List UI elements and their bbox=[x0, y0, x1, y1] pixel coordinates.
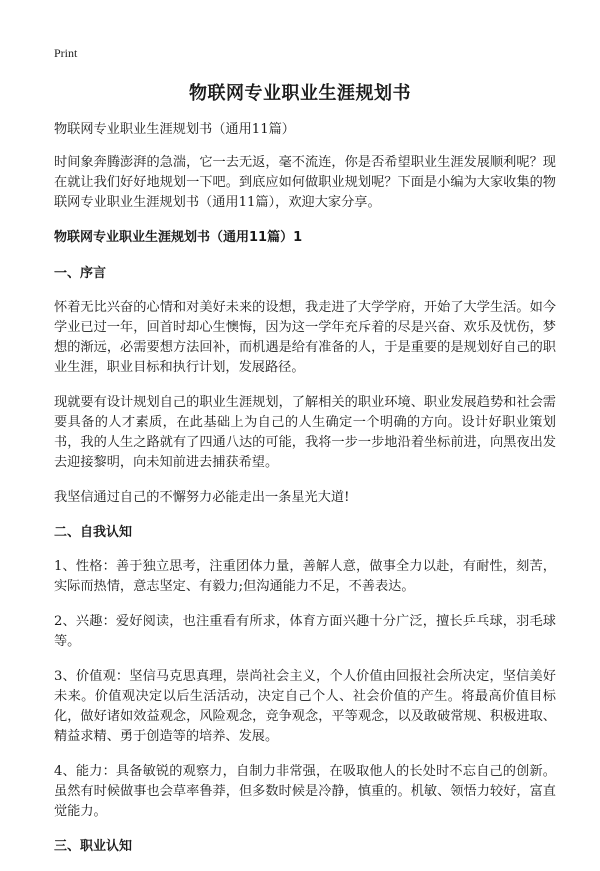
self-awareness-paragraph: 3、价值观：坚信马克思真理，崇尚社会主义，个人价值由回报社会所决定，坚信美好未来。价值观决定以后生活活动，决定自己个人、社会价值的产生。将最高价值目标化，做好诸如效益观念，风险观念，竞争观念，平等观念，以及敢破常规、积极进取、精益求精、勇于创造等的培养、发展。 bbox=[54, 669, 556, 744]
document-subtitle: 物联网专业职业生涯规划书（通用11篇） bbox=[54, 122, 295, 137]
article-heading: 物联网专业职业生涯规划书（通用11篇）1 bbox=[54, 230, 303, 245]
self-awareness-paragraph: 4、能力：具备敏锐的观察力，自制力非常强，在吸取他人的长处时不忘自己的创新。虽然有时候做事也会草率鲁莽，但多数时候是冷静，慎重的。机敏、领悟力较好，富直觉能力。 bbox=[54, 764, 556, 819]
print-link[interactable]: Print bbox=[54, 46, 78, 60]
preface-paragraph: 现就要有设计规划自己的职业生涯规划，了解相关的职业环境、职业发展趋势和社会需要具备的人才素质，在此基础上为自己的人生确定一个明确的方向。设计好职业策划书，我的人生之路就有了四通八达的可能，我将一步一步地沿着坐标前进，向黑夜出发去迎接黎明，向未知前进去捕获希望。 bbox=[54, 395, 556, 470]
section-heading-preface: 一、序言 bbox=[54, 266, 107, 281]
preface-paragraph: 我坚信通过自己的不懈努力必能走出一条星光大道! bbox=[54, 490, 350, 505]
intro-paragraph: 时间象奔腾澎湃的急湍，它一去无返，毫不流连，你是否希望职业生涯发展顺利呢？现在就让我们好好地规划一下吧。到底应如何做职业规划呢？下面是小编为大家收集的物联网专业职业生涯规划书（通用11篇），欢迎大家分享。 bbox=[54, 155, 556, 210]
self-awareness-paragraph: 2、兴趣：爱好阅读，也注重看有所求，体育方面兴趣十分广泛，擅长乒乓球，羽毛球等。 bbox=[54, 614, 556, 649]
self-awareness-paragraph: 1、性格：善于独立思考，注重团体力量，善解人意，做事全力以赴，有耐性，刻苦，实际而热情，意志坚定、有毅力;但沟通能力不足，不善表达。 bbox=[54, 559, 556, 594]
document-body bbox=[54, 120, 556, 871]
section-heading-self-awareness: 二、自我认知 bbox=[54, 525, 133, 540]
document-title: 物联网专业职业生涯规划书 bbox=[189, 83, 411, 104]
preface-paragraph: 怀着无比兴奋的心情和对美好未来的设想，我走进了大学学府，开始了大学生活。如今学业已过一年，回首时却心生懊悔，因为这一学年充斥着的尽是兴奋、欢乐及忧伤，梦想的渐远，必需要想方法回补，而机遇是给有准备的人，于是重要的是规划好自己的职业生涯，职业目标和执行计划，发展路径。 bbox=[54, 300, 556, 375]
section-heading-career-awareness: 三、职业认知 bbox=[54, 839, 133, 854]
